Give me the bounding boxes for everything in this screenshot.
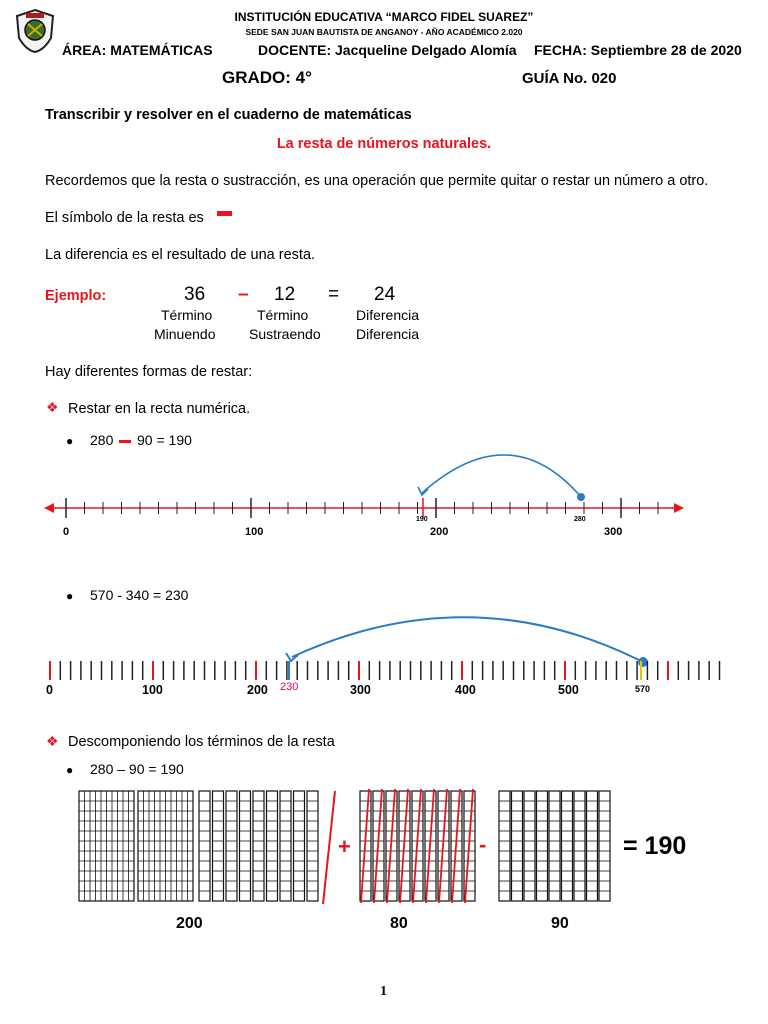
institution-name: INSTITUCIÓN EDUCATIVA “MARCO FIDEL SUAREZ”	[234, 10, 534, 24]
ten-rod	[280, 791, 291, 901]
method1-equation-2: 570 - 340 = 230	[90, 587, 189, 603]
example-minuend: 36	[184, 284, 206, 305]
ten-rod	[267, 791, 278, 901]
diamond-bullet-icon: ❖	[46, 399, 59, 415]
term3-line2: Diferencia	[356, 326, 420, 342]
method1-heading: Restar en la recta numérica.	[68, 401, 251, 417]
number-line-2-arc	[292, 617, 643, 662]
method1-equation-right: 90 = 190	[137, 432, 192, 448]
ten-rod	[240, 791, 251, 901]
hundred-block-2	[138, 791, 193, 901]
fecha-label: FECHA: Septiembre 28 de 2020	[534, 42, 742, 58]
ten-rod	[599, 791, 610, 901]
number-line-1-arc	[422, 455, 581, 497]
result-190: = 190	[623, 832, 687, 860]
number-line-1-start-dot	[577, 493, 585, 501]
term3-line1: Diferencia	[356, 307, 420, 323]
topic-title: La resta de números naturales.	[276, 136, 492, 152]
example-difference: 24	[374, 284, 396, 305]
paragraph-definition: Recordemos que la resta o sustracción, es una operación que permite quitar o restar un número a otro.	[45, 173, 709, 189]
term1-line2: Minuendo	[154, 326, 216, 342]
docente-label: DOCENTE: Jacqueline Delgado Alomía	[258, 42, 517, 58]
ten-rod	[307, 791, 318, 901]
caption-200: 200	[176, 915, 203, 932]
ten-rod	[199, 791, 210, 901]
nl2-label-200: 200	[247, 683, 268, 697]
guia-label: GUÍA No. 020	[522, 70, 617, 87]
sede-line: SEDE SAN JUAN BAUTISTA DE ANGANOY - AÑO ACADÉMICO 2.020	[245, 27, 523, 37]
caption-80: 80	[390, 915, 408, 932]
nl1-label-300: 300	[604, 526, 623, 538]
ten-rod	[226, 791, 237, 901]
ten-rod	[499, 791, 510, 901]
nl1-label-100: 100	[245, 526, 264, 538]
minus-sign: -	[479, 832, 487, 857]
paragraph-symbol: El símbolo de la resta es	[45, 210, 204, 226]
grado-label: GRADO: 4°	[222, 68, 312, 87]
method2-equation: 280 – 90 = 190	[90, 761, 184, 777]
hundred-block-1	[79, 791, 134, 901]
nl2-label-400: 400	[455, 683, 476, 697]
number-line-2	[40, 605, 730, 700]
ten-rod	[549, 791, 560, 901]
nl2-mark-230: 230	[280, 681, 299, 693]
nl2-mark-570: 570	[635, 684, 651, 694]
plus-sign: +	[338, 834, 351, 859]
instructions: Transcribir y resolver en el cuaderno de matemáticas	[45, 107, 412, 123]
area-label: ÁREA: MATEMÁTICAS	[62, 42, 213, 58]
example-equals: =	[328, 284, 340, 305]
nl1-label-0: 0	[63, 526, 70, 538]
ten-rod	[512, 791, 523, 901]
ten-rod	[562, 791, 573, 901]
nl2-label-300: 300	[350, 683, 371, 697]
ten-rod	[524, 791, 535, 901]
nl1-mark-190: 190	[416, 516, 428, 523]
number-line-1-left-arrow	[44, 503, 54, 513]
base-ten-blocks	[75, 786, 720, 906]
method1-equation-left: 280	[90, 432, 114, 448]
number-line-1-right-arrow	[674, 503, 684, 513]
nl2-label-0: 0	[46, 683, 53, 697]
number-line-2-start-dot	[638, 657, 648, 667]
example-label: Ejemplo:	[45, 288, 107, 304]
ten-rod	[537, 791, 548, 901]
ten-rod	[574, 791, 585, 901]
nl2-label-100: 100	[142, 683, 163, 697]
page-number: 1	[380, 984, 387, 999]
method2-heading: Descomponiendo los términos de la resta	[68, 734, 335, 750]
ten-rod	[587, 791, 598, 901]
diamond-bullet-icon-2: ❖	[46, 733, 59, 749]
bullet-dot-icon: ●	[66, 434, 74, 448]
term2-line2: Sustraendo	[249, 326, 321, 342]
ten-rod	[294, 791, 305, 901]
cross-out-mark	[323, 791, 335, 904]
nl1-mark-280: 280	[574, 516, 586, 523]
bullet-dot-icon-2: ●	[66, 589, 74, 603]
paragraph-difference: La diferencia es el resultado de una resta.	[45, 247, 316, 263]
paragraph-forms: Hay diferentes formas de restar:	[45, 364, 253, 380]
minus-symbol-icon	[217, 211, 232, 216]
bullet-dot-icon-3: ●	[66, 763, 74, 777]
ten-rod	[253, 791, 264, 901]
example-subtrahend: 12	[274, 284, 296, 305]
example-minus: –	[238, 284, 249, 305]
term2-line1: Término	[257, 307, 309, 323]
nl2-label-500: 500	[558, 683, 579, 697]
nl1-label-200: 200	[430, 526, 449, 538]
number-line-1	[40, 440, 690, 540]
ten-rod	[213, 791, 224, 901]
caption-90: 90	[551, 915, 569, 932]
term1-line1: Término	[161, 307, 213, 323]
